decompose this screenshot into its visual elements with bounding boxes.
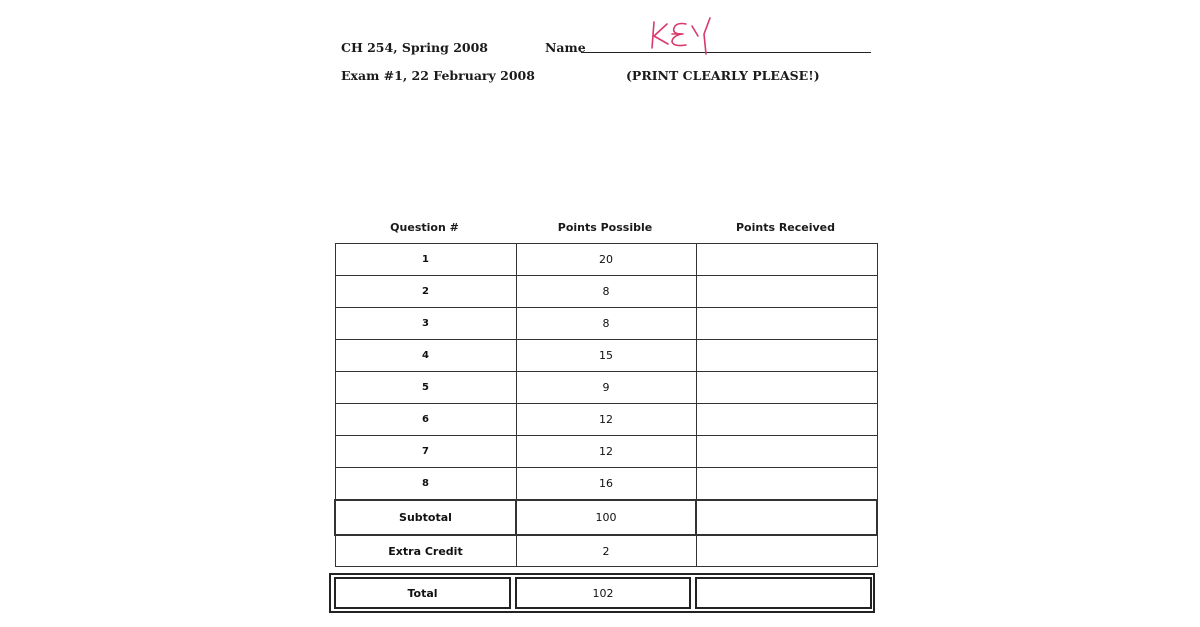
question-number: 6 <box>335 404 516 436</box>
points-possible: 16 <box>516 468 696 501</box>
extra-credit-received-cell[interactable] <box>696 535 877 567</box>
points-possible: 8 <box>516 276 696 308</box>
points-possible: 15 <box>516 340 696 372</box>
table-row <box>335 404 877 436</box>
points-received-cell[interactable] <box>696 404 877 436</box>
score-table <box>334 243 878 567</box>
subtotal-possible: 100 <box>516 500 696 535</box>
column-header-points-possible: Points Possible <box>557 221 653 234</box>
question-number: 3 <box>335 308 516 340</box>
column-header-points-received: Points Received <box>735 221 836 234</box>
points-received-cell[interactable] <box>696 468 877 501</box>
points-possible: 12 <box>516 436 696 468</box>
points-received-cell[interactable] <box>696 340 877 372</box>
points-received-cell[interactable] <box>696 244 877 276</box>
table-row <box>335 276 877 308</box>
table-row <box>335 436 877 468</box>
question-number: 5 <box>335 372 516 404</box>
question-number: 7 <box>335 436 516 468</box>
table-row <box>335 468 877 501</box>
name-field-line[interactable] <box>581 52 871 53</box>
total-label: Total <box>334 577 511 609</box>
table-row <box>335 308 877 340</box>
subtotal-label: Subtotal <box>335 500 516 535</box>
extra-credit-label: Extra Credit <box>335 535 516 567</box>
points-received-cell[interactable] <box>696 436 877 468</box>
question-number: 8 <box>335 468 516 501</box>
total-possible: 102 <box>515 577 691 609</box>
points-possible: 12 <box>516 404 696 436</box>
handwritten-key <box>648 14 714 56</box>
exam-title: Exam #1, 22 February 2008 <box>341 68 535 83</box>
points-possible: 8 <box>516 308 696 340</box>
subtotal-row <box>335 500 877 535</box>
total-received-cell[interactable] <box>695 577 872 609</box>
course-title: CH 254, Spring 2008 <box>341 40 488 55</box>
print-clearly-note: (PRINT CLEARLY PLEASE!) <box>626 68 820 83</box>
extra-credit-row <box>335 535 877 567</box>
table-row <box>335 244 877 276</box>
subtotal-received-cell[interactable] <box>696 500 877 535</box>
points-received-cell[interactable] <box>696 308 877 340</box>
question-number: 4 <box>335 340 516 372</box>
question-number: 2 <box>335 276 516 308</box>
table-row <box>335 340 877 372</box>
column-header-question: Question # <box>390 221 459 234</box>
points-received-cell[interactable] <box>696 276 877 308</box>
name-label: Name <box>545 40 586 55</box>
points-received-cell[interactable] <box>696 372 877 404</box>
extra-credit-possible: 2 <box>516 535 696 567</box>
question-number: 1 <box>335 244 516 276</box>
points-possible: 9 <box>516 372 696 404</box>
table-row <box>335 372 877 404</box>
points-possible: 20 <box>516 244 696 276</box>
